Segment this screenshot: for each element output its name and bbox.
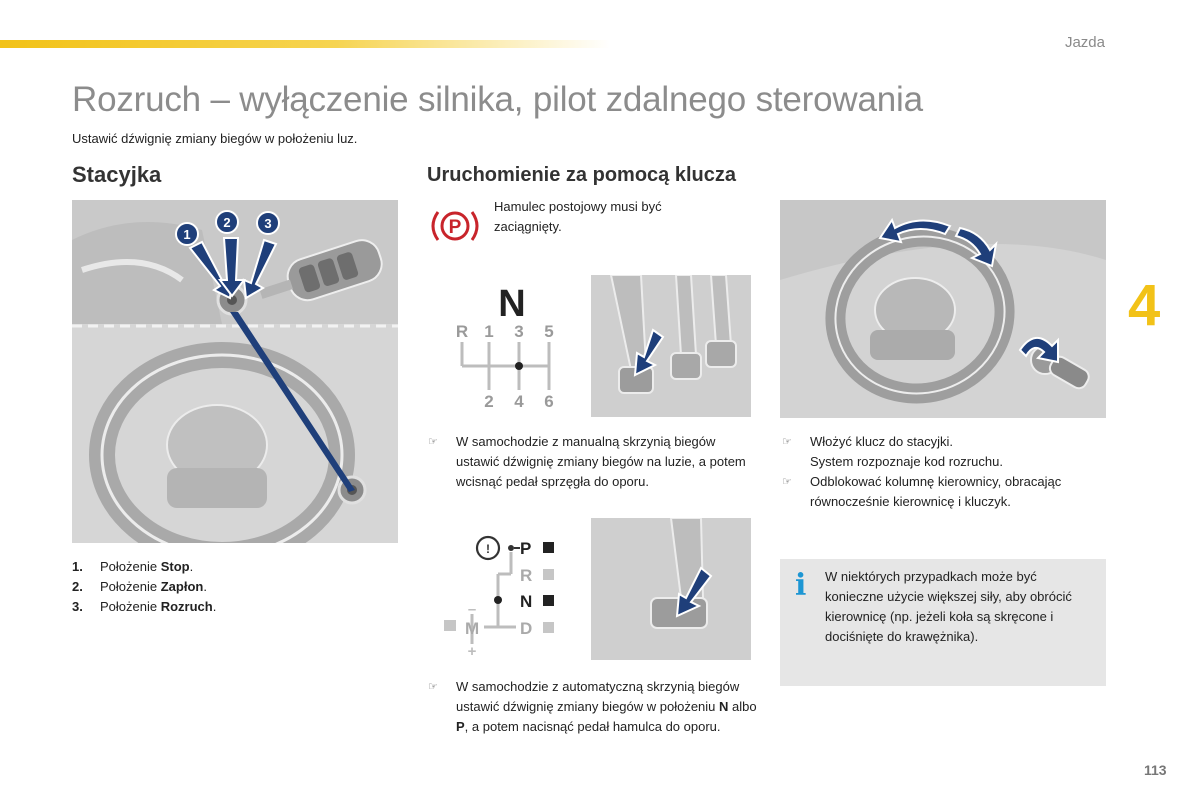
intro-text: Ustawić dźwignię zmiany biegów w położeniu luz. bbox=[72, 131, 358, 146]
auto-gear-n: N bbox=[520, 592, 533, 611]
info-icon: i bbox=[795, 568, 807, 603]
auto-gear-m: M bbox=[465, 619, 480, 638]
auto-gear-r: R bbox=[520, 566, 533, 585]
header-accent-bar bbox=[0, 40, 610, 48]
svg-text:P: P bbox=[448, 217, 462, 238]
ignition-heading: Stacyjka bbox=[72, 162, 162, 187]
gear-selected-label: N bbox=[498, 283, 526, 325]
parking-brake-icon bbox=[430, 206, 480, 246]
list-item: 1. Położenie Stop. bbox=[72, 559, 194, 574]
svg-text:R: R bbox=[455, 322, 469, 341]
svg-text:–: – bbox=[467, 601, 477, 618]
callout-2: 2 bbox=[223, 215, 231, 230]
callout-3: 3 bbox=[264, 216, 272, 231]
list-item: 2. Położenie Zapłon. bbox=[72, 579, 207, 594]
right-steps-list bbox=[782, 432, 1082, 512]
list-item: ☞ Włożyć klucz do stacyjki. System rozpoznaje kod rozruchu. bbox=[782, 434, 1003, 469]
svg-text:4: 4 bbox=[514, 392, 524, 411]
svg-text:1: 1 bbox=[484, 322, 494, 341]
brake-pedal-illustration bbox=[591, 518, 751, 660]
ignition-drawing bbox=[72, 200, 398, 543]
ignition-positions-list bbox=[72, 557, 216, 617]
steering-lock-illustration bbox=[780, 200, 1106, 418]
manual-gearbox-diagram bbox=[452, 280, 570, 412]
svg-text:+: + bbox=[467, 643, 477, 656]
ignition-illustration bbox=[72, 200, 398, 543]
pointing-hand-icon: ☞ bbox=[782, 476, 792, 488]
list-item: 3. Położenie Rozruch. bbox=[72, 599, 217, 614]
auto-gear-d: D bbox=[520, 619, 533, 638]
page-number: 113 bbox=[1144, 762, 1167, 778]
svg-text:6: 6 bbox=[544, 392, 554, 411]
svg-text:2: 2 bbox=[484, 392, 494, 411]
automatic-gearbox-note: ☞ W samochodzie z automatyczną skrzynią biegów ustawić dźwignię zmiany biegów w położeniu N albo P, a potem nacisnąć pedał hamulca do oporu. bbox=[428, 679, 757, 734]
brake-pedal-icon: ! bbox=[486, 542, 490, 556]
pointing-hand-icon: ☞ bbox=[782, 436, 792, 448]
pointing-hand-icon: ☞ bbox=[428, 681, 438, 693]
parking-brake-note: Hamulec postojowy musi być zaciągnięty. bbox=[494, 199, 662, 234]
callout-1: 1 bbox=[183, 227, 191, 242]
section-label: Jazda bbox=[1064, 34, 1105, 51]
key-start-heading: Uruchomienie za pomocą klucza bbox=[427, 164, 736, 186]
manual-gearbox-note: ☞ W samochodzie z manualną skrzynią biegów ustawić dźwignię zmiany biegów na luzie, a potem wcisnąć pedał sprzęgła do oporu. bbox=[428, 434, 746, 489]
chapter-number: 4 bbox=[1128, 273, 1161, 338]
automatic-gearbox-diagram bbox=[440, 534, 570, 656]
page-title: Rozruch – wyłączenie silnika, pilot zdalnego sterowania bbox=[72, 80, 923, 119]
auto-gear-p: P bbox=[520, 539, 532, 558]
clutch-pedal-illustration bbox=[591, 275, 751, 417]
svg-text:3: 3 bbox=[514, 322, 524, 341]
list-item: ☞ Odblokować kolumnę kierownicy, obracając równocześnie kierownicę i kluczyk. bbox=[782, 474, 1062, 509]
svg-text:5: 5 bbox=[544, 322, 554, 341]
pointing-hand-icon: ☞ bbox=[428, 436, 438, 448]
info-text: W niektórych przypadkach może być konieczne użycie większej siły, aby obrócić kierownicę (np. jeżeli koła są skręcone i dociśnięte do krawężnika). bbox=[825, 569, 1072, 644]
